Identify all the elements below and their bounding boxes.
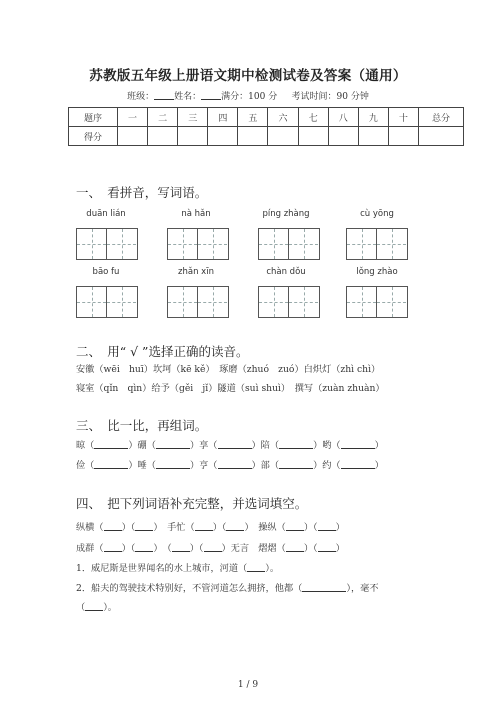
idiom-text: ） （ [153, 543, 172, 554]
idiom-text: ）（ [303, 522, 318, 533]
answer-blank[interactable] [279, 459, 313, 469]
score-cell[interactable] [238, 127, 268, 146]
answer-blank[interactable] [279, 439, 313, 449]
idiom-text: ）（ [121, 543, 136, 554]
char-prefix: ）硼（ [128, 440, 156, 451]
writing-box[interactable] [258, 228, 320, 260]
header-cell: 题序 [69, 108, 118, 127]
question-text: 2．船夫的驾驶技术特别好，不管河道怎么拥挤，他都（ [76, 583, 303, 594]
char-suffix: ） [374, 440, 384, 451]
compare-row [76, 437, 384, 451]
pinyin-label: bāo fu [92, 267, 120, 277]
pinyin-label: chàn dǒu [266, 267, 306, 277]
question-2 [76, 580, 379, 594]
score-cell[interactable] [388, 127, 418, 146]
answer-blank[interactable] [104, 542, 122, 552]
header-cell: 五 [238, 108, 268, 127]
header-cell: 一 [118, 108, 148, 127]
char-prefix: ）陪（ [251, 440, 280, 451]
class-label: 班级： [127, 92, 155, 102]
reading-line[interactable]: 安徽（wēi huī）坎坷（kē kě） 琢磨（zhuó zuó）白炽灯（zhì chì） [76, 364, 381, 375]
header-cell: 九 [358, 108, 388, 127]
header-cell: 三 [178, 108, 208, 127]
score-cell[interactable] [268, 127, 298, 146]
answer-blank[interactable] [318, 521, 336, 531]
name-blank [201, 91, 221, 100]
answer-blank[interactable] [156, 459, 190, 469]
idiom-text: ） 手忙（ [153, 522, 195, 533]
header-cell: 总分 [419, 108, 464, 127]
full-score: 满分：100 分 [221, 92, 278, 102]
idiom-text: ） [335, 543, 345, 554]
writing-box[interactable] [167, 286, 229, 318]
char-prefix: ）唾（ [128, 460, 156, 471]
idiom-text: ）（ [121, 522, 136, 533]
writing-box[interactable] [167, 228, 229, 260]
score-cell[interactable] [148, 127, 178, 146]
char-prefix: ）亨（ [189, 460, 218, 471]
answer-blank[interactable] [318, 542, 336, 552]
char-prefix: ）享（ [189, 440, 218, 451]
answer-blank[interactable] [94, 459, 128, 469]
writing-box[interactable] [76, 228, 138, 260]
score-row-label: 得分 [69, 127, 118, 146]
answer-blank[interactable] [341, 439, 375, 449]
answer-blank[interactable] [341, 459, 375, 469]
class-blank [154, 91, 174, 100]
section4-heading: 四、 把下列词语补充完整，并选词填空。 [76, 496, 308, 511]
question-text: ）。 [265, 563, 280, 574]
char-prefix: 晾（ [76, 440, 95, 451]
exam-info [0, 89, 496, 102]
char-prefix: 俭（ [76, 460, 95, 471]
answer-blank[interactable] [94, 439, 128, 449]
idiom-line [76, 540, 345, 554]
reading-line[interactable]: 寝室（qǐn qìn）给予（gěi jǐ）隧道（suì shuì） 撰写（zuàn zhuàn） [76, 383, 385, 394]
answer-blank[interactable] [218, 459, 252, 469]
score-cell[interactable] [298, 127, 328, 146]
answer-blank[interactable] [302, 582, 346, 592]
score-cell[interactable] [178, 127, 208, 146]
score-cell[interactable] [328, 127, 358, 146]
writing-box[interactable] [258, 286, 320, 318]
answer-blank[interactable] [286, 521, 304, 531]
score-table [68, 107, 464, 146]
pinyin-label: zhǎn xīn [178, 267, 214, 277]
score-cell[interactable] [419, 127, 464, 146]
idiom-text: 纵横（ [76, 522, 104, 533]
answer-blank[interactable] [218, 439, 252, 449]
page-title: 苏教版五年级上册语文期中检测试卷及答案（通用） [89, 68, 407, 84]
question-2-cont [76, 599, 117, 613]
char-suffix: ） [374, 460, 384, 471]
section1-heading: 一、 看拼音，写词语。 [76, 185, 208, 200]
idiom-text: ）（ [212, 522, 227, 533]
name-label: 姓名： [174, 92, 202, 102]
section3-heading: 三、 比一比，再组词。 [76, 418, 208, 433]
pinyin-label: lǒng zhào [356, 267, 398, 277]
header-cell: 二 [148, 108, 178, 127]
exam-time: 考试时间：90 分钟 [291, 92, 369, 102]
compare-row [76, 457, 384, 471]
char-prefix: ）部（ [251, 460, 280, 471]
question-text: 1．威尼斯是世界闻名的水上城市，河道（ [76, 563, 248, 574]
idiom-text: ） 操纵（ [244, 522, 286, 533]
char-prefix: ）约（ [313, 460, 341, 471]
question-text: ）。 [103, 602, 117, 613]
idiom-text: ）（ [189, 543, 204, 554]
answer-blank[interactable] [195, 521, 213, 531]
score-cell[interactable] [358, 127, 388, 146]
header-cell: 十 [388, 108, 418, 127]
score-header-row [69, 108, 464, 127]
question-text: ），毫不 [346, 583, 379, 594]
answer-blank[interactable] [135, 521, 153, 531]
answer-blank[interactable] [226, 521, 244, 531]
answer-blank[interactable] [172, 542, 190, 552]
header-cell: 四 [208, 108, 238, 127]
answer-blank[interactable] [156, 439, 190, 449]
score-cell[interactable] [118, 127, 148, 146]
header-cell: 八 [328, 108, 358, 127]
idiom-line [76, 519, 345, 533]
header-cell: 七 [298, 108, 328, 127]
pinyin-label: cù yōng [360, 209, 394, 219]
answer-blank[interactable] [204, 542, 222, 552]
answer-blank[interactable] [104, 521, 122, 531]
pinyin-label: píng zhàng [262, 209, 310, 219]
writing-box[interactable] [76, 286, 138, 318]
answer-blank[interactable] [247, 562, 265, 572]
writing-box[interactable] [346, 286, 408, 318]
writing-box[interactable] [346, 228, 408, 260]
header-cell: 六 [268, 108, 298, 127]
question-1 [76, 560, 279, 574]
answer-blank[interactable] [286, 542, 304, 552]
idiom-text: ） [335, 522, 345, 533]
page-number: 1 / 9 [237, 680, 259, 690]
idiom-text: ）（ [303, 543, 318, 554]
question-text: （ [76, 602, 86, 613]
char-prefix: ）哟（ [313, 440, 341, 451]
score-row [69, 127, 464, 146]
answer-blank[interactable] [135, 542, 153, 552]
idiom-text: 成群（ [76, 543, 104, 554]
score-cell[interactable] [208, 127, 238, 146]
section2-heading: 二、 用“ √ ”选择正确的读音。 [76, 344, 249, 359]
pinyin-label: duān lián [86, 209, 126, 219]
idiom-text: ）无言 熠熠（ [221, 543, 286, 554]
answer-blank[interactable] [85, 601, 103, 611]
pinyin-label: nà hǎn [181, 209, 211, 219]
